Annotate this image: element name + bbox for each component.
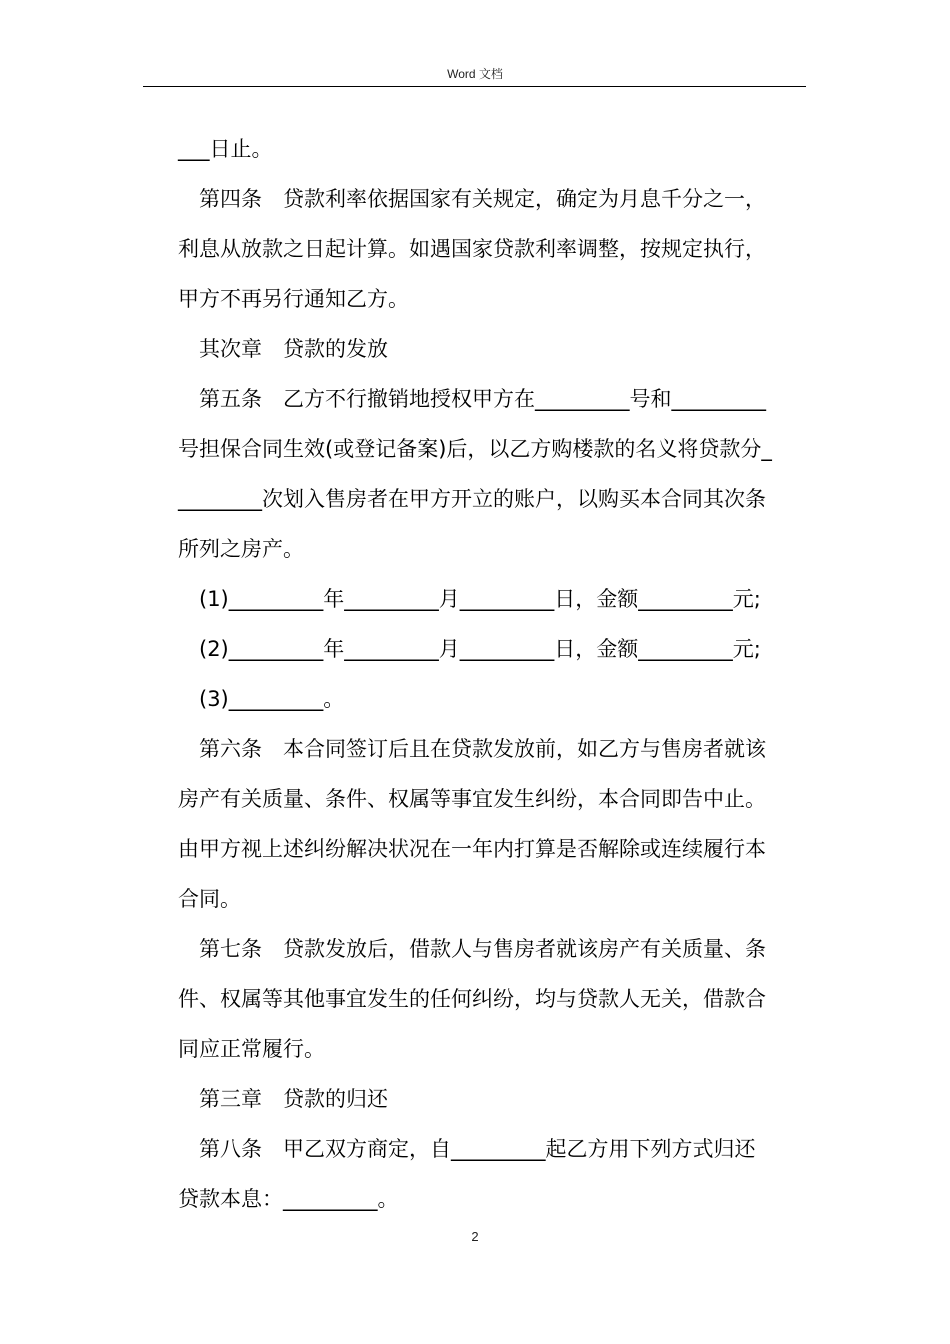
header-divider: [143, 86, 806, 87]
text-line: 第六条 本合同签订后且在贷款发放前，如乙方与售房者就该: [199, 737, 766, 761]
text-line: 第七条 贷款发放后，借款人与售房者就该房产有关质量、条: [199, 937, 766, 961]
text-line: 第四条 贷款利率依据国家有关规定，确定为月息千分之一，: [199, 187, 766, 211]
text-line: 贷款本息：_________。: [178, 1187, 399, 1211]
header-title: Word 文档: [447, 67, 503, 81]
list-item: (3)_________。: [199, 687, 345, 711]
text-line: 甲方不再另行通知乙方。: [178, 287, 409, 311]
chapter-heading: 其次章 贷款的发放: [199, 337, 388, 361]
text-line: 同应正常履行。: [178, 1037, 325, 1061]
text-line: 件、权属等其他事宜发生的任何纠纷，均与贷款人无关，借款合: [178, 987, 766, 1011]
text-line: 房产有关质量、条件、权属等事宜发生纠纷，本合同即告中止。: [178, 787, 766, 811]
page-number: 2: [471, 1229, 479, 1244]
text-line: ___日止。: [178, 137, 273, 161]
text-line: 利息从放款之日起计算。如遇国家贷款利率调整，按规定执行，: [178, 237, 766, 261]
text-line: 所列之房产。: [178, 537, 304, 561]
text-line: 由甲方视上述纠纷解决状况在一年内打算是否解除或连续履行本: [178, 837, 766, 861]
list-item: (2)_________年_________月_________日，金额_________元;: [199, 637, 761, 661]
document-body: [178, 124, 806, 1224]
text-line: 第八条 甲乙双方商定，自_________起乙方用下列方式归还: [199, 1137, 756, 1161]
text-line: 第五条 乙方不行撤销地授权甲方在_________号和_________: [199, 387, 766, 411]
list-item: (1)_________年_________月_________日，金额_________元;: [199, 587, 761, 611]
text-line: 号担保合同生效(或登记备案)后，以乙方购楼款的名义将贷款分_: [178, 437, 772, 461]
text-line: ________次划入售房者在甲方开立的账户，以购买本合同其次条: [178, 487, 766, 511]
chapter-heading: 第三章 贷款的归还: [199, 1087, 388, 1111]
text-line: 合同。: [178, 887, 241, 911]
